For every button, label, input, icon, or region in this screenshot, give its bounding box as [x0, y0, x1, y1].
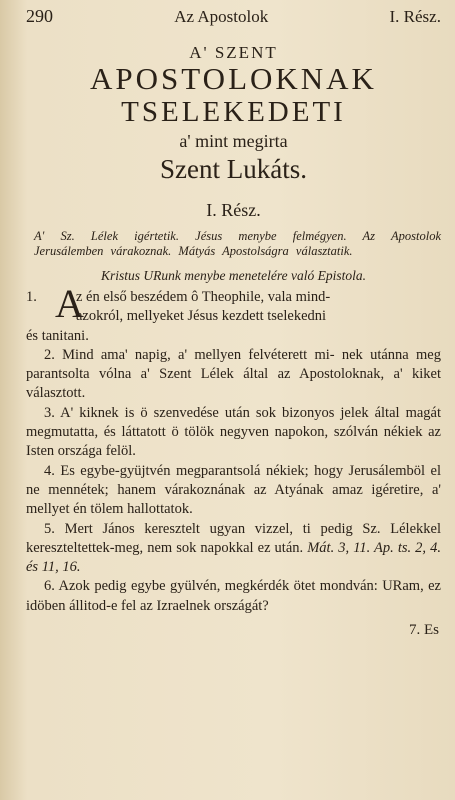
book-title: [26, 44, 441, 186]
drop-cap: A: [55, 281, 84, 326]
verse-5-citation: Mát. 3, 11. Ap. ts. 2, 4. és 11, 16.: [26, 539, 441, 576]
chapter-summary: A' Sz. Lélek igértetik. Jésus menybe felmégyen. Az Apostolok Jerusálemben várakoznak. Mátyás Apostolságra választatik.: [34, 229, 441, 258]
verse-1-line-3: és tanitani.: [26, 327, 89, 344]
running-title: Az Apostolok: [174, 7, 269, 26]
title-line-5: Szent Lukáts.: [160, 154, 307, 184]
chapter-ref: I. Rész.: [389, 7, 441, 26]
running-head: [26, 6, 441, 30]
verse-4: 4. Es egybe-gyüjtvén megparantsolá nékiek; hogy Jerusálemböl el ne mennétek; hanem várakoznának az Atyának amaz igéretire, a' mellyet én tölem hallottatok.: [26, 462, 441, 518]
verse-5: [26, 520, 441, 578]
verse-1-number: 1.: [26, 289, 37, 305]
verse-6: 6. Azok pedig egybe gyülvén, megkérdék ötet mondván: URam, ez idöben állitod-e fel az Izraelnek országát?: [26, 578, 441, 614]
verse-1-line-1: z én első beszédem ô Theophile, vala mind-: [76, 289, 331, 305]
catchword: 7. Es: [409, 622, 439, 639]
epistle-subtitle: Kristus URunk menybe menetelére való Epistola.: [101, 268, 366, 283]
title-line-1: A' SZENT: [189, 43, 278, 62]
verse-5-text: 5. Mert János keresztelt ugyan vizzel, ti pedig Sz. Lélekkel kereszteltettek-meg, nem sok napokkal ez után.: [26, 520, 441, 556]
title-line-3: TSELEKEDETI: [121, 96, 346, 128]
chapter-heading: I. Rész.: [206, 200, 261, 220]
title-line-4: a' mint megirta: [179, 131, 288, 151]
page-number: 290: [26, 6, 53, 26]
verse-1: [26, 281, 441, 346]
verse-2: 2. Mind ama' napig, a' mellyen felvéterett mi- nek utánna meg parantsolta vólna a' Szent Lélek által az Apostoloknak, a' kiket választott.: [26, 346, 441, 402]
verse-1-line-2: azokról, mellyeket Jésus kezdett tselekedni: [76, 308, 327, 325]
verse-3: 3. A' kiknek is ö szenvedése után sok bizonyos jelek által magát megmutatta, és láttatott ö tölök negyven napokon, szólván nékiek az Isten országa felöl.: [26, 404, 441, 460]
title-line-2: APOSTOLOKNAK: [90, 61, 377, 96]
